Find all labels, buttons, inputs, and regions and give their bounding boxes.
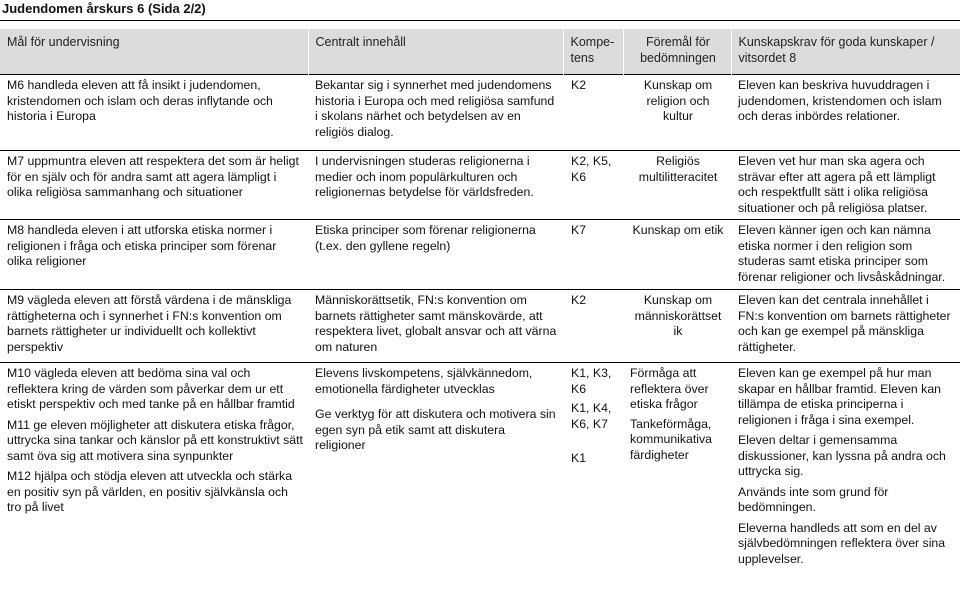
competence-cell: K2 [563,75,623,151]
competence-cell: K7 [563,220,623,290]
criteria-cell: Eleven känner igen och kan nämna etiska normer i den religion som studeras samt etiska principer som förenar religioner och livsåskådningar. [731,220,960,290]
header-criteria: Kunskapskrav för goda kunskaper / vitsordet 8 [731,29,960,75]
content-cell: I undervisningen studeras religionerna i medier och inom populärkulturen och religionernas betydelse för världsfreden. [308,151,563,220]
header-competence: Kompe- tens [563,29,623,75]
assessment-cell: Kunskap om etik [623,220,731,290]
goal-cell: M7 uppmuntra eleven att respektera det som är heligt för en själv och för andra samt att agera lämpligt i olika religiösa sammanhang och situationer [0,151,308,220]
table-header-row [0,29,960,75]
competence-cell: K2 [563,290,623,363]
competence-item: K1, K3, K6 [571,366,612,396]
table-row [0,363,960,570]
assessment-cell: Kunskap om religion och kultur [623,75,731,151]
table-row [0,220,960,290]
criteria-cell [731,363,960,570]
criteria-item: Används inte som grund för bedömningen. [738,484,889,514]
table-row [0,290,960,363]
goal-m10: M10 vägleda eleven att bedöma sina val och reflektera kring de värden som påverkar dem ur ett etiskt perspektiv och med tanke på en hållbar framtid [7,366,295,411]
competence-cell [563,363,623,570]
page-title: Judendomen årskurs 6 (Sida 2/2) [2,1,206,16]
content-cell: Människorättsetik, FN:s konvention om barnets rättigheter samt mänskovärde, att respektera livet, globalt ansvar och att värna om naturen [308,290,563,363]
criteria-item: Eleven kan ge exempel på hur man skapar en hållbar framtid. Eleven kan tillämpa de etiska principerna i religionen i fråga i sina exempel. [738,366,942,427]
goal-m11: M11 ge eleven möjligheter att diskutera etiska frågor, uttrycka sina tankar och känslor på ett konstruktivt sätt samt öva sig att motivera sina synpunkter [7,417,303,463]
content-cell [308,363,563,570]
competence-item: K1 [571,451,587,465]
competence-cell: K2, K5, K6 [563,151,623,220]
competence-item: K1, K4, K6, K7 [571,401,612,431]
assessment-item: Tankeförmåga, kommunikativa färdigheter [630,416,713,462]
goal-cell: M8 handleda eleven i att utforska etiska normer i religionen i fråga och etiska principer som förenar olika religioner [0,220,308,290]
goal-cell [0,363,308,570]
header-assessment: Föremål för bedömningen [623,29,731,75]
assessment-cell [623,363,731,570]
content-item: Ge verktyg för att diskutera och motivera sin egen syn på etik samt att diskutera religioner [315,407,556,452]
criteria-item: Eleverna handleds att som en del av självbedömningen reflektera över sina upplevelser. [738,520,946,566]
header-goal: Mål för undervisning [0,29,308,75]
assessment-cell: Kunskap om människorättset ik [623,290,731,363]
assessment-cell: Religiös multilitteracitet [623,151,731,220]
content-cell: Bekantar sig i synnerhet med judendomens historia i Europa och med religiösa samfund i skolans närhet och betydelsen av en religiös dialog. [308,75,563,151]
header-content: Centralt innehåll [308,29,563,75]
goal-cell: M9 vägleda eleven att förstå värdena i de mänskliga rättigheterna och i synnerhet i FN:s konvention om barnets rättigheter ur individuellt och kollektivt perspektiv [0,290,308,363]
title-divider [0,20,960,21]
content-cell: Etiska principer som förenar religionerna (t.ex. den gyllene regeln) [308,220,563,290]
table-row [0,75,960,151]
criteria-cell: Eleven kan det centrala innehållet i FN:s konvention om barnets rättigheter och kan ge exempel på mänskliga rättigheter. [731,290,960,363]
curriculum-table [0,29,960,569]
assessment-item: Förmåga att reflektera över etiska frågor [630,366,709,411]
criteria-cell: Eleven kan beskriva huvuddragen i judendomen, kristendomen och islam och deras inbördes relationer. [731,75,960,151]
table-row [0,151,960,220]
goal-m12: M12 hjälpa och stödja eleven att utveckla och stärka en positiv syn på världen, en positiv självkänsla och tro på livet [7,469,293,514]
content-item: Elevens livskompetens, självkännedom, emotionella färdigheter utvecklas [315,366,533,396]
criteria-item: Eleven deltar i gemensamma diskussioner, kan lyssna på andra och uttrycka sig. [738,433,946,478]
criteria-cell: Eleven vet hur man ska agera och strävar efter att agera på ett lämpligt och respektfullt sätt i olika religiösa situationer och på religiösa platser. [731,151,960,220]
goal-cell: M6 handleda eleven att få insikt i judendomen, kristendomen och islam och deras inflytande och historia i Europa [0,75,308,151]
